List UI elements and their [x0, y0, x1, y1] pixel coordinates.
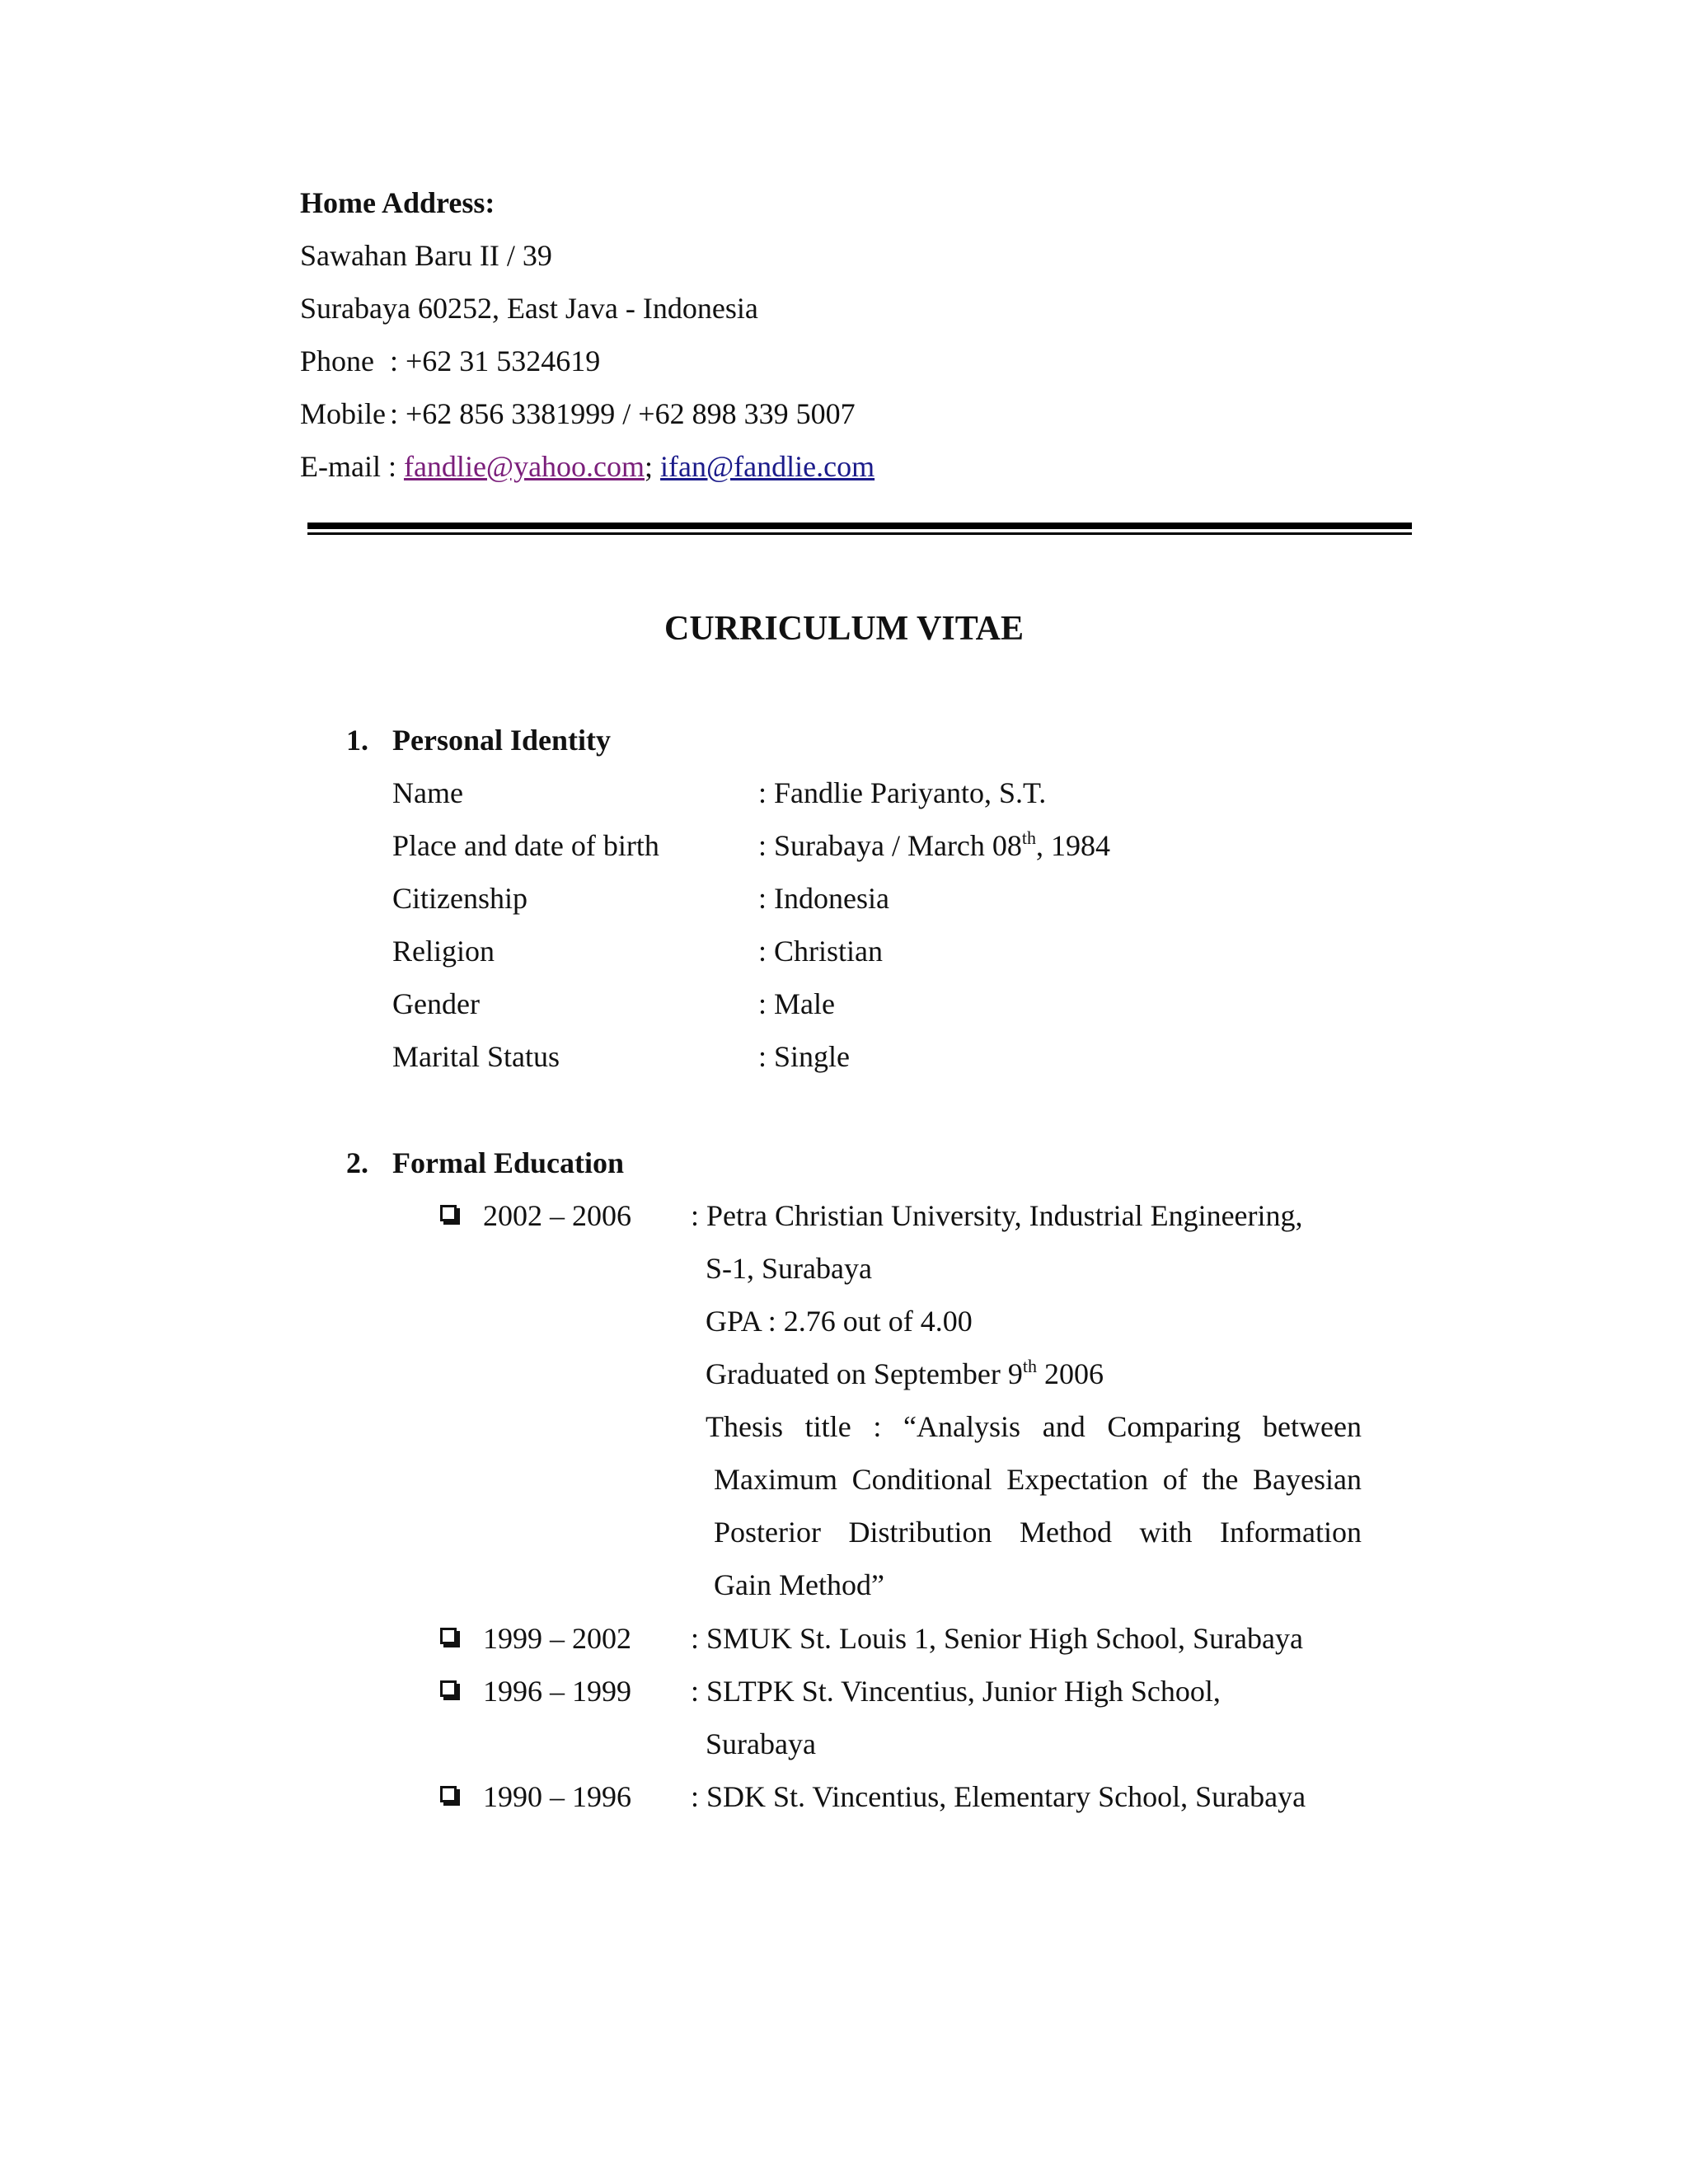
education-school: : SMUK St. Louis 1, Senior High School, Surabaya: [691, 1622, 1303, 1655]
thesis-line-2: Maximum Conditional Expectation of the Bayesian: [714, 1463, 1362, 1496]
checkbox-icon: [440, 1205, 457, 1221]
thesis-line-1: Thesis title : “Analysis and Comparing between: [706, 1410, 1362, 1443]
education-gpa: GPA : 2.76 out of 4.00: [706, 1305, 973, 1338]
checkbox-icon: [440, 1628, 457, 1644]
identity-value-birth: : Surabaya / March 08th, 1984: [758, 827, 1111, 862]
mobile-value: : +62 856 3381999 / +62 898 339 5007: [390, 397, 856, 430]
identity-value-name: : Fandlie Pariyanto, S.T.: [758, 776, 1047, 809]
identity-value-gender: : Male: [758, 987, 835, 1020]
education-years: 2002 – 2006: [483, 1199, 631, 1232]
education-school: : SDK St. Vincentius, Elementary School, Surabaya: [691, 1780, 1306, 1813]
identity-value-citizenship: : Indonesia: [758, 882, 889, 915]
education-school: : SLTPK St. Vincentius, Junior High School,: [691, 1675, 1221, 1708]
thesis-line-3: Posterior Distribution Method with Information: [714, 1516, 1362, 1549]
section-2-number: 2.: [346, 1146, 368, 1179]
email-label: E-mail :: [300, 450, 396, 483]
education-detail: S-1, Surabaya: [706, 1252, 872, 1285]
education-graduated: Graduated on September 9th 2006: [706, 1356, 1104, 1390]
identity-value-religion: : Christian: [758, 935, 883, 968]
divider-thin: [307, 532, 1412, 535]
email-link-yahoo[interactable]: fandlie@yahoo.com: [403, 450, 645, 483]
identity-label-name: Name: [392, 776, 463, 809]
identity-label-birth: Place and date of birth: [392, 829, 659, 862]
section-1-heading: Personal Identity: [392, 724, 611, 757]
phone-value: : +62 31 5324619: [390, 344, 601, 377]
phone-label: Phone: [300, 344, 374, 377]
address-line-1: Sawahan Baru II / 39: [300, 239, 552, 272]
identity-label-citizenship: Citizenship: [392, 882, 528, 915]
section-2-heading: Formal Education: [392, 1146, 625, 1179]
checkbox-icon: [440, 1786, 457, 1802]
identity-label-gender: Gender: [392, 987, 480, 1020]
section-1-number: 1.: [346, 724, 368, 757]
email-link-fandlie[interactable]: ifan@fandlie.com: [660, 450, 875, 483]
education-years: 1999 – 2002: [483, 1622, 631, 1655]
document-title: CURRICULUM VITAE: [664, 610, 1024, 648]
education-years: 1996 – 1999: [483, 1675, 631, 1708]
education-school: : Petra Christian University, Industrial Engineering,: [691, 1199, 1303, 1232]
address-line-2: Surabaya 60252, East Java - Indonesia: [300, 292, 758, 325]
mobile-label: Mobile: [300, 397, 386, 430]
home-address-heading: Home Address:: [300, 186, 495, 219]
divider-thick: [307, 523, 1412, 529]
thesis-line-4: Gain Method”: [714, 1568, 884, 1601]
identity-value-marital: : Single: [758, 1040, 851, 1073]
email-row: [300, 452, 874, 481]
education-detail: Surabaya: [706, 1727, 816, 1760]
email-separator: ;: [645, 450, 654, 483]
checkbox-icon: [440, 1680, 457, 1697]
identity-label-marital: Marital Status: [392, 1040, 560, 1073]
education-years: 1990 – 1996: [483, 1780, 631, 1813]
identity-label-religion: Religion: [392, 935, 495, 968]
